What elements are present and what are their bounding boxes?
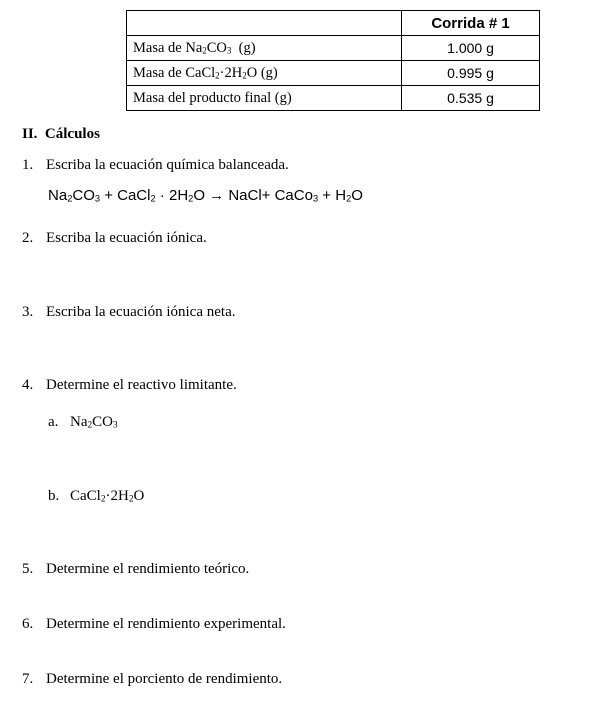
table-corner-cell	[127, 11, 402, 36]
table-row	[127, 86, 540, 111]
section-title: II. Cálculos	[22, 126, 100, 142]
row-value-product: 0.535 g	[402, 86, 540, 111]
table-row	[127, 36, 540, 61]
option-a-formula: $Na_2CO_3$	[70, 414, 118, 431]
option-b-formula: $CaCl_2\cdot 2H_2O$	[70, 488, 145, 505]
row-label-product: Masa del producto final (g)	[127, 86, 402, 111]
row-value-na2co3: 1.000 g	[402, 36, 540, 61]
table-row	[127, 61, 540, 86]
table-header-corrida: Corrida # 1	[402, 11, 540, 36]
table-header-row	[127, 11, 540, 36]
row-label-cacl2: Masa de $CaCl_2\cdot 2H_2O$ (g)	[127, 61, 402, 86]
row-value-cacl2: 0.995 g	[402, 61, 540, 86]
balanced-equation: $Na_2CO_3$ + CaCl$_2$ · $2H_2O$ → NaCl+ CaCo$_3$ + $H_2O$	[48, 187, 363, 204]
data-table	[126, 10, 540, 111]
row-label-na2co3: Masa de $Na_2CO_3$ (g)	[127, 36, 402, 61]
